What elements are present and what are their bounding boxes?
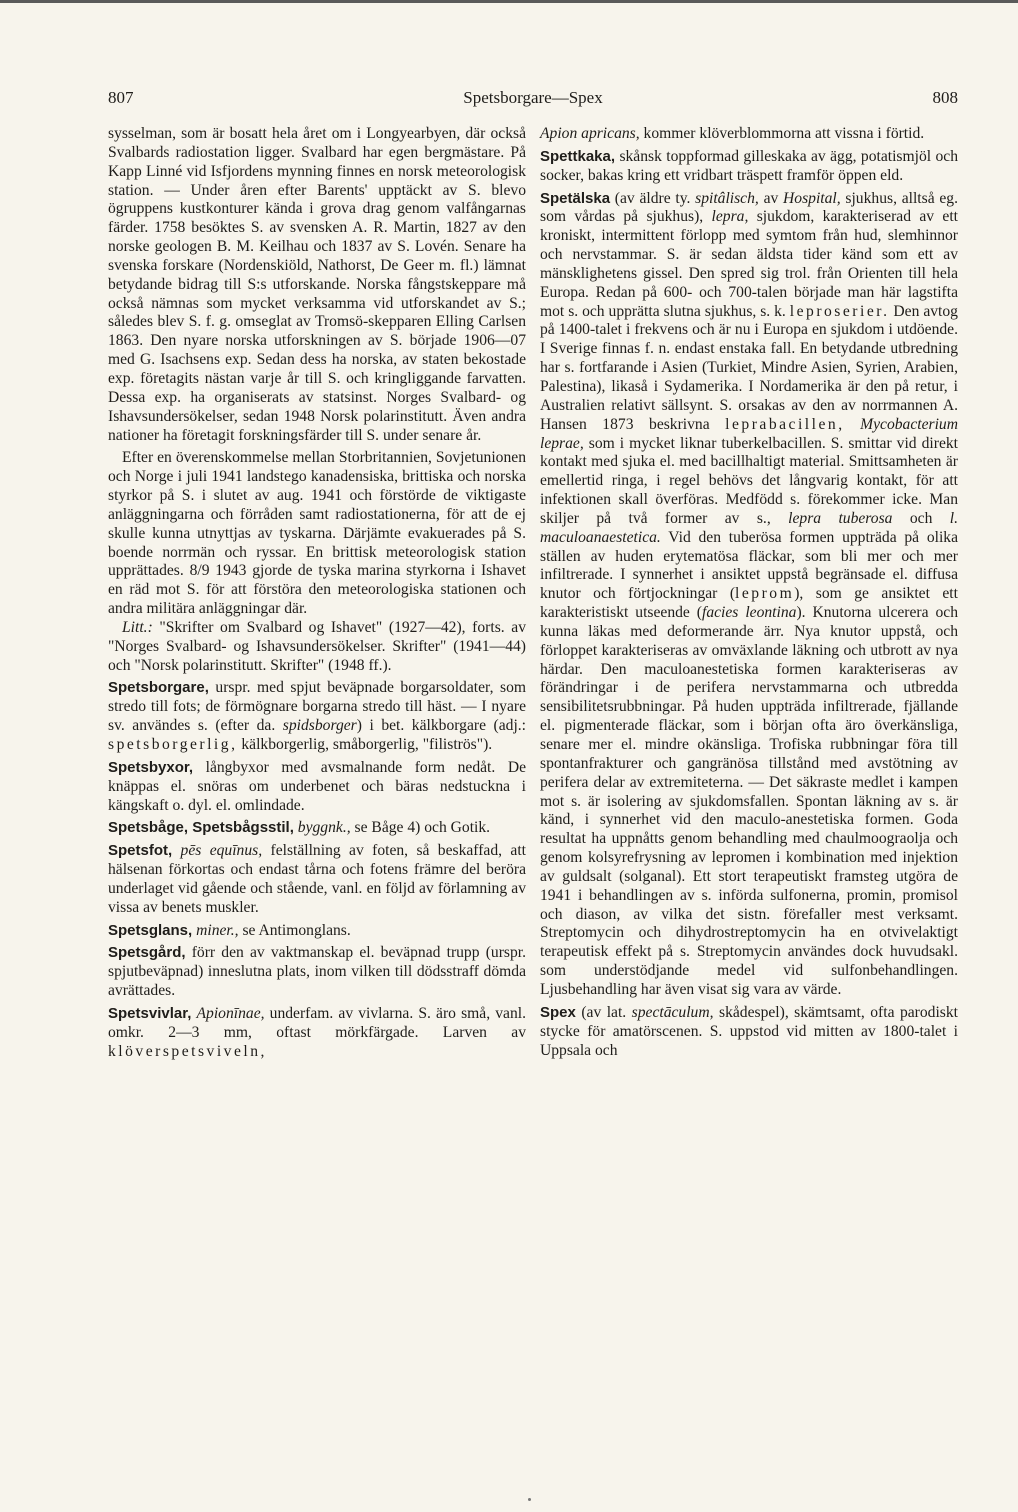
- headword: Spetsvivlar,: [108, 1004, 192, 1022]
- entry-spetalska: Spetälska (av äldre ty. spitâlisch, av Hospital, sjukhus, alltså eg. som vårdas på sjukhus), lepra, sjukdom, karakteriserad av ett kroniskt, intermittent förlopp med symtom från hud, slemhinnor och nervstammar. S. är sedan äldsta tider känd som ett av mänsklighetens gissel. Den spred sig trol. från Orienten till hela Europa. Redan på 600- och 700-talen började man här lagstifta mot s. och upprätta slutna sjukhus, s. k. leproserier. Den avtog på 1400-talet i frekvens och är nu i Europa en sjukdom i utdöende. I Sverige finnas f. n. endast enstaka fall. En betydande utbredning har s. fortfarande i Asien (Turkiet, Mindre Asien, Syrien, Arabien, Palestina), likaså i Sydamerika. I Nordamerika är den på retur, i Australien relativt sällsynt. S. orsakas av den av norrmannen A. Hansen 1873 beskrivna leprabacillen, Mycobacterium leprae, som i mycket liknar tuberkelbacillen. S. smittar vid direkt kontakt med sjuka el. med bacillhaltigt material. Smittsamheten är emellertid ringa, i regel behövs det långvarig kontakt, för att infektionen skall överföras. Medfödd s. förekommer icke. Man skiljer på två former av s., lepra tuberosa och l. maculoanaestetica. Vid den tuberösa formen uppträda på olika ställen av huden erytematösa fläckar, som bli mer och mer infiltrerade. I synnerhet i ansiktet uppstå begränsade el. diffusa knutor och förtjockningar (leprom), som ge ansiktet ett karakteristiskt utseende (facies leontina). Knutorna ulcerera och kunna läkas med deformerande ärr. Nya knutor uppstå, och förloppet karakteriseras av omväxlande läkning och utbrott av nya härdar. Den maculoanestetiska formen karakteriseras av förändringar i de perifera nervstammarna och utbredda sensibilitetsrubbningar. På huden uppträda infiltrerade, fjällande el. pigmenterade fläckar, som i början ofta äro överkänsliga, senare mer el. mindre okänsliga. Trofiska rubbningar föra till spontanfrakturer och gangränösa tillstånd med avstötning av perifera delar av extremiteterna. — Det säkraste medlet i kampen mot s. är isolering av sjukdomsfallen. Spontan läkning av s. är känd, i synnerhet vid den maculo-anestetiska formen. Goda resultat ha uppnåtts genom behandling med chaulmoograolja och genom kolsyrefrysning av lepromen i kombination med injektion av guldsalt (solganal). Ett stort terapeutiskt framsteg utgöra de 1941 i behandlingen av s. införda sulfonerna, promin, promisol och diason, av vilka det sistn. förefaller mest verksamt. Streptomycin och dihydrostreptomycin ha en otvivelaktigt terapeutisk effekt på s. Streptomycin användes dock huvudsakl. som understödjande medel vid sulfonbehandlingen. Ljusbehandling har även visat sig vara av värde.: [540, 189, 959, 998]
- page-header: [108, 88, 958, 112]
- entry-spetsbage: Spetsbåge, Spetsbågsstil, byggnk., se Båge 4) och Gotik.: [108, 819, 491, 837]
- headword: Spetsglans,: [108, 921, 193, 939]
- headword: Spetsgård,: [108, 944, 186, 962]
- paragraph-literature: Litt.: "Skrifter om Svalbard og Ishavet" (1927—42), forts. av "Norges Svalbard- og Ishavsundersökelser. Skrifter" (1941—44) och "Norsk polarinstitutt. Skrifter" (1948 ff.).: [108, 618, 526, 674]
- entry-spetsbyxor: Spetsbyxor, långbyxor med avsmalnande form nedåt. De knäppas el. snöras om underbenet och bäras nedstuckna i kängskaft o. dyl. el. omlindade.: [108, 758, 526, 814]
- entry-spetsvivlar-continued: Apion apricans, kommer klöverblommorna att vissna i förtid.: [540, 125, 925, 142]
- page-number-left: 807: [108, 88, 134, 107]
- headword: Spetsbåge, Spetsbågsstil,: [108, 819, 294, 837]
- headword: Spettkaka,: [540, 147, 616, 165]
- page-title: Spetsborgare—Spex: [463, 88, 603, 107]
- right-column: [540, 125, 958, 1060]
- paragraph-svalbard-history: sysselman, som är bosatt hela året om i Longyearbyen, där också Svalbards radiostation ligger. Svalbard har egen bergmästare. På Kapp Linné vid Isfjordens mynning finnes en norsk meteorologisk station. — Under åren efter Barents' upptäckt av S. blevo ögruppens kustkonturer kända i grova drag genom valfångarnas färder. 1758 besöktes S. av svensken A. R. Martin, 1827 av den norske geologen B. M. Keilhau och 1837 av S. Lovén. Senare ha svenska forskare (Nordenskiöld, Nathorst, De Geer m. fl.) lämnat betydande bidrag till S:s utforskande. Norska fångstskeppare må också nämnas som mycket verksamma vid utforskandet av S.; således blev S. f. g. omseglat av Tromsö-skepparen Elling Carlsen 1863. Den nyare norska utforskningen av S. började 1906—07 med G. Isachsens exp. Sedan dess ha norska, av staten bekostade exp. företagits nästan varje år till S. och kringliggande farvatten. Dessa exp. ha organiserats av statsinst. Norges Svalbard- og Ishavsundersökelser, sedan 1948 Norsk polarinstitutt. Även andra nationer ha företagit forskningsfärder till S. under senare år.: [108, 125, 526, 444]
- headword: Spetsfot,: [108, 842, 173, 860]
- headword: Spetsbyxor,: [108, 758, 194, 776]
- headword: Spetälska: [540, 189, 611, 207]
- page-number-right: 808: [932, 88, 958, 107]
- left-column: [108, 125, 526, 1062]
- page-top-edge: [0, 0, 1018, 3]
- entry-spetsgard: Spetsgård, förr den av vaktmanskap el. beväpnad trupp (urspr. spjutbeväpnad) inneslutna plats, inom vilken till dödsstraff dömda avrättades.: [108, 944, 526, 1000]
- paragraph-wartime: Efter en överenskommelse mellan Storbritannien, Sovjetunionen och Norge i juli 1941 landstego kanadensiska, brittiska och norska styrkor på S. i slutet av aug. 1941 och förstörde de viktigaste anläggningarna och förråden samt radiostationerna, för att de ej skulle kunna utnyttjas av tyskarna. Därjämte evakuerades på S. boende norrmän och ryssar. En brittisk meteorologisk station upprättades. 8/9 1943 gjorde de tyska marina styrkorna i Ishavet en räd mot S. för att förstöra den meteorologiska stationen och andra militära anläggningar där.: [108, 449, 526, 618]
- headword: Spex: [540, 1003, 576, 1021]
- headword: Spetsborgare,: [108, 679, 209, 697]
- entry-spettkaka: Spettkaka, skånsk toppformad gilleskaka av ägg, potatismjöl och socker, bakas kring ett vridbart träspett framför öppen eld.: [540, 147, 958, 184]
- page-speck: [528, 1498, 531, 1501]
- entry-spex: Spex (av lat. spectāculum, skådespel), skämtsamt, ofta parodiskt stycke för amatörscenen. S. uppstod vid mitten av 1800-talet i Uppsala och: [540, 1003, 958, 1059]
- entry-spetsfot: Spetsfot, pēs equīnus, felställning av foten, så beskaffad, att hälsenan förkortas och endast tårna och fotens främre del beröra underlaget vid gående och stående, vanl. en följd av förlamning av vissa av benets muskler.: [108, 842, 526, 916]
- entry-spetsglans: Spetsglans, miner., se Antimonglans.: [108, 921, 351, 939]
- entry-spetsborgare: Spetsborgare, urspr. med spjut beväpnade borgarsoldater, som stredo till fots; de förmögnare borgarna stredo till häst. — I nyare sv. användes s. (efter da. spidsborger) i bet. kälkborgare (adj.: spetsborgerlig, kälkborgerlig, småborgerlig, "filiströs").: [108, 679, 527, 753]
- entry-spetsvivlar: Spetsvivlar, Apionīnae, underfam. av vivlarna. S. äro små, vanl. omkr. 2—3 mm, oftast mörkfärgade. Larven av klöverspetsviveln,: [108, 1004, 526, 1060]
